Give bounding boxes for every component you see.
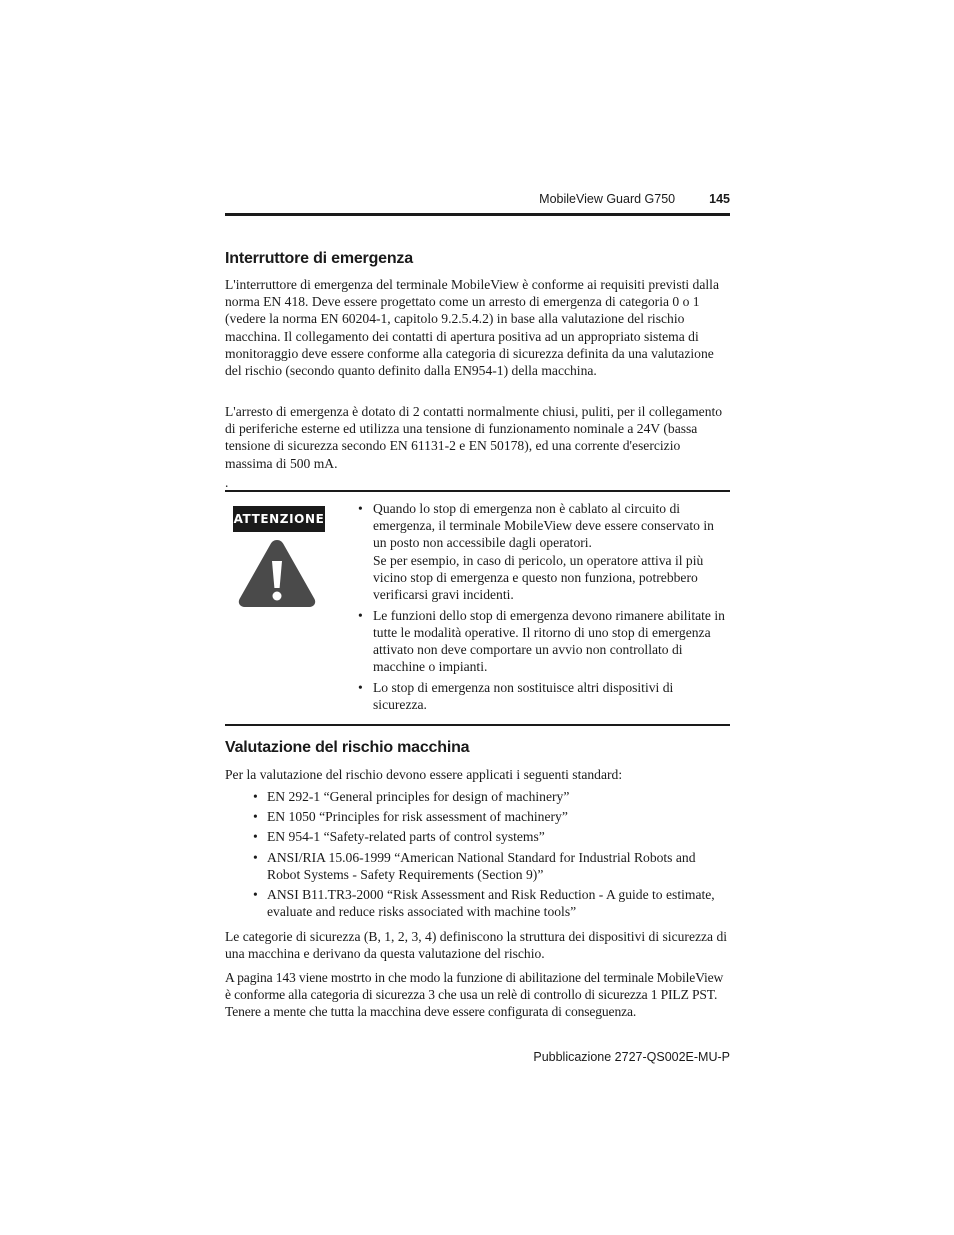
warning-item: • Quando lo stop di emergenza non è cablato al circuito di emergenza, il terminale MobileView deve essere conservato in un posto non accessibile dagli operatori. Se per esempio, in caso di pericolo, un operatore attiva il più vicino stop di emergenza e questo non funziona, potrebbero verificarsi gravi incidenti.: [358, 500, 730, 603]
publication-number: Pubblicazione 2727-QS002E-MU-P: [533, 1050, 730, 1064]
warning-item: • Lo stop di emergenza non sostituisce altri dispositivi di sicurezza.: [358, 679, 730, 713]
warning-list: [358, 500, 730, 717]
warning-item: • Le funzioni dello stop di emergenza devono rimanere abilitate in tutte le modalità operative. Il ritorno di uno stop di emergenza attivato non deve comportare un avvio non controllato di macchine o impianti.: [358, 607, 730, 676]
warning-bottom-rule: [225, 724, 730, 726]
standard-item: • EN 1050 “Principles for risk assessment of machinery”: [253, 808, 730, 825]
paragraph-emergency-switch-1: L'interruttore di emergenza del terminale MobileView è conforme ai requisiti previsti dalla norma EN 418. Deve essere progettato come un arresto di emergenza di categoria 0 o 1 (vedere la norma EN 60204-1, capitolo 9.2.5.4.2) in base alla valutazione del rischio macchina. Il collegamento dei contatti di apertura positiva ad un appropriato sistema di monitoraggio deve essere conforme alla categoria di sicurezza definita da una valutazione del rischio (secondo quanto definito dalla EN954-1) della macchina.: [225, 277, 719, 379]
paragraph-emergency-switch-2: L'arresto di emergenza è dotato di 2 contatti normalmente chiusi, puliti, per il collegamento di periferiche esterne ed utilizza una tensione di funzionamento nominale a 24V (bassa tensione di sicurezza secondo EN 61131-2 e EN 50178), ed una corrente d'esercizio massima di 500 mA.: [225, 404, 723, 471]
standard-item: • EN 292-1 “General principles for design of machinery”: [253, 788, 730, 805]
warning-top-rule: [225, 490, 730, 492]
paragraph-risk-intro: Per la valutazione del rischio devono essere applicati i seguenti standard:: [225, 767, 623, 782]
standard-item: • ANSI B11.TR3-2000 “Risk Assessment and Risk Reduction - A guide to estimate, evaluate and reduce risks associated with machine tools”: [253, 886, 730, 920]
section-title-emergency-switch: Interruttore di emergenza: [225, 250, 413, 267]
standard-item: • ANSI/RIA 15.06-1999 “American National Standard for Industrial Robots and Robot Systems - Safety Requirements (Section 9)”: [253, 849, 730, 883]
document-title: MobileView Guard G750: [539, 192, 676, 206]
running-header: [539, 192, 730, 206]
attention-badge: ATTENZIONE: [233, 506, 325, 532]
section-title-risk-assessment: Valutazione del rischio macchina: [225, 739, 470, 756]
paragraph-safety-categories: Le categorie di sicurezza (B, 1, 2, 3, 4) definiscono la struttura dei dispositivi di sicurezza di una macchina e derivano da questa valutazione del rischio.: [225, 929, 728, 962]
paragraph-enabling-function: A pagina 143 viene mostrto in che modo la funzione di abilitazione del terminale MobileView è conforme alla categoria di sicurezza 3 che usa un relè di controllo di sicurezza 1 PILZ PST. Tenere a mente che tutta la macchina deve essere configurata di conseguenza.: [225, 970, 724, 1020]
standards-list: [253, 788, 730, 923]
header-rule: [225, 213, 730, 216]
page-number: 145: [709, 192, 730, 206]
standard-item: • EN 954-1 “Safety-related parts of control systems”: [253, 828, 730, 845]
warning-triangle-icon: [237, 537, 317, 609]
stray-mark: .: [225, 475, 229, 490]
